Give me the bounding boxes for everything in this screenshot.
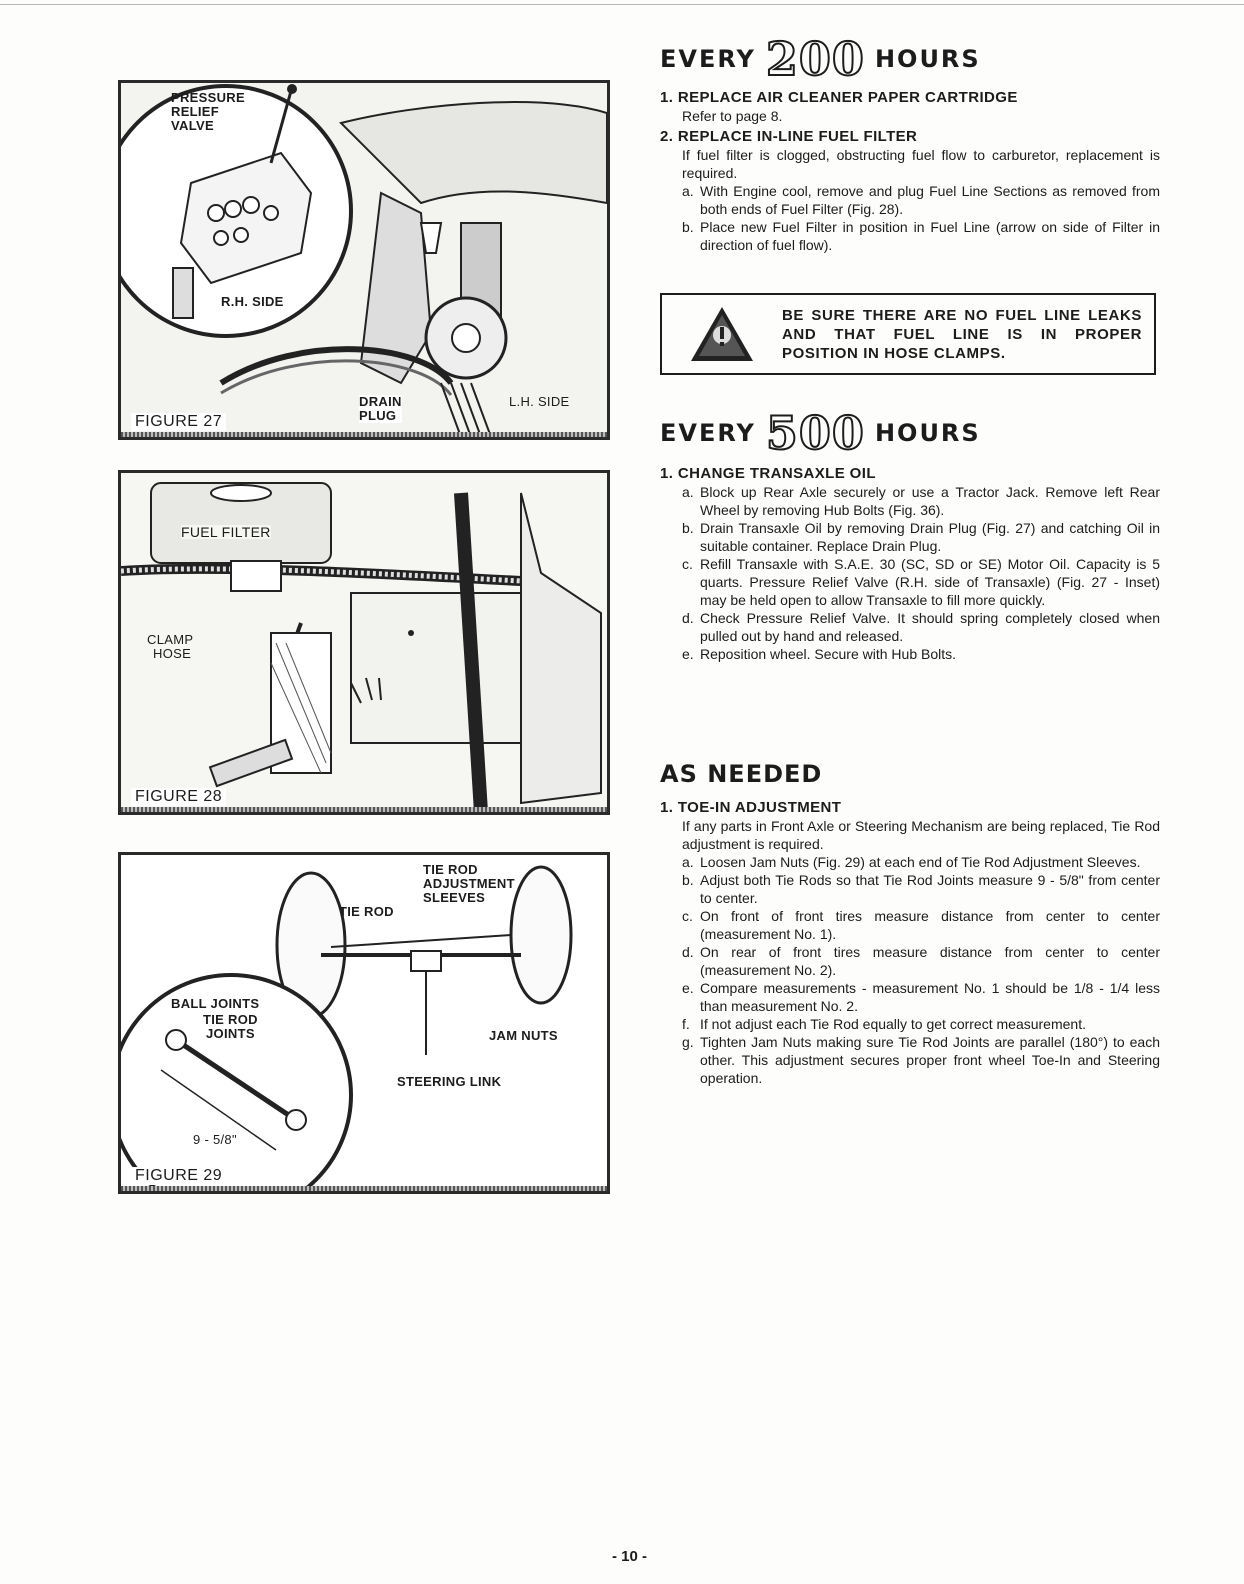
callout-ball-joints: BALL JOINTS [171,996,260,1011]
callout-rh-side: R.H. SIDE [221,294,284,309]
step: a. With Engine cool, remove and plug Fuel Line Sections as removed from both ends of Fuel Filter (Fig. 28). [682,183,1160,217]
callout-pressure-relief-valve: PRESSURE RELIEF VALVE [171,90,245,133]
section-as-needed [660,760,1160,1087]
item-transaxle-oil-heading: 1. CHANGE TRANSAXLE OIL [660,465,876,482]
warning-icon [662,305,782,363]
figure-29-label: FIGURE 29 [131,1167,226,1185]
page-top-rule [0,4,1244,7]
callout-clamp: CLAMP [147,632,194,647]
heading-hours: HOURS [874,45,981,73]
fuel-line-warning-box [660,293,1156,375]
callout-fuel-filter: FUEL FILTER [181,524,271,540]
heading-500-hours [660,406,1160,460]
page-number: - 10 - [612,1548,648,1565]
warning-text: BE SURE THERE ARE NO FUEL LINE LEAKS AND THAT FUEL LINE IS IN PROPER POSITION IN HOSE CLAMPS. [782,306,1142,362]
step: e. Compare measurements - measurement No. 1 should be 1/8 - 1/4 less than measurement No. 2. [682,980,1160,1014]
heading-number: 200 [765,32,865,86]
step: d. On rear of front tires measure distance from center to center (measurement No. 2). [682,944,1160,978]
step: f. If not adjust each Tie Rod equally to get correct measurement. [682,1016,1086,1032]
figure-28 [118,470,610,815]
step: b. Drain Transaxle Oil by removing Drain Plug (Fig. 27) and catching Oil in suitable container. Replace Drain Plug. [682,520,1160,554]
callout-steering-link: STEERING LINK [397,1074,502,1089]
section-500-hours [660,406,1160,663]
heading-200-hours [660,32,1160,86]
item-air-cleaner-body: Refer to page 8. [682,108,783,124]
section-200-hours [660,32,1160,254]
figure-28-label: FIGURE 28 [131,788,226,806]
figure-27-illustration [121,83,607,437]
figure-28-edge [121,807,607,812]
figure-27 [118,80,610,440]
step: b. Place new Fuel Filter in position in Fuel Line (arrow on side of Filter in direction of fuel flow). [682,219,1160,253]
heading-hours: HOURS [874,419,981,447]
heading-as-needed: AS NEEDED [660,760,823,788]
item-toe-in-heading: 1. TOE-IN ADJUSTMENT [660,799,842,816]
item-fuel-filter-body: If fuel filter is clogged, obstructing fuel flow to carburetor, replacement is required. [682,147,1160,181]
item-fuel-filter-heading: 2. REPLACE IN-LINE FUEL FILTER [660,128,918,145]
step: b. Adjust both Tie Rods so that Tie Rod Joints measure 9 - 5/8" from center to center. [682,872,1160,906]
step: d. Check Pressure Relief Valve. It should spring completely closed when pulled out by hand and released. [682,610,1160,644]
callout-lh-side: L.H. SIDE [509,394,570,409]
heading-every: EVERY [660,45,756,73]
callout-hose: HOSE [153,646,192,661]
step: a. Loosen Jam Nuts (Fig. 29) at each end of Tie Rod Adjustment Sleeves. [682,854,1141,870]
step: c. Refill Transaxle with S.A.E. 30 (SC, SD or SE) Motor Oil. Capacity is 5 quarts. Pressure Relief Valve (R.H. side of Transaxle) (Fig. 27 - Inset) may be held open to allow Transaxle to fill more quickly. [682,556,1160,608]
step: g. Tighten Jam Nuts making sure Tie Rod Joints are parallel (180°) to each other. This adjustment secures proper front wheel Toe-In and Steering operation. [682,1034,1160,1086]
figure-29 [118,852,610,1194]
item-toe-in-body: If any parts in Front Axle or Steering Mechanism are being replaced, Tie Rod adjustment is required. [682,818,1160,852]
heading-number: 500 [765,406,865,460]
step: e. Reposition wheel. Secure with Hub Bolts. [682,646,957,662]
heading-every: EVERY [660,419,756,447]
figure-29-edge [121,1186,607,1191]
callout-drain-plug: DRAIN PLUG [359,394,402,423]
callout-tie-rod-joints: TIE ROD JOINTS [203,1012,258,1041]
figure-27-edge [121,432,607,437]
step: a. Block up Rear Axle securely or use a Tractor Jack. Remove left Rear Wheel by removing Hub Bolts (Fig. 36). [682,484,1160,518]
step: c. On front of front tires measure distance from center to center (measurement No. 1). [682,908,1160,942]
figure-27-label: FIGURE 27 [131,413,226,431]
callout-measure: 9 - 5/8" [193,1132,237,1147]
callout-tie-rod-adjustment-sleeves: TIE ROD ADJUSTMENT SLEEVES [423,862,515,905]
item-air-cleaner-heading: 1. REPLACE AIR CLEANER PAPER CARTRIDGE [660,89,1018,106]
callout-jam-nuts: JAM NUTS [489,1028,558,1043]
callout-tie-rod: TIE ROD [339,904,394,919]
